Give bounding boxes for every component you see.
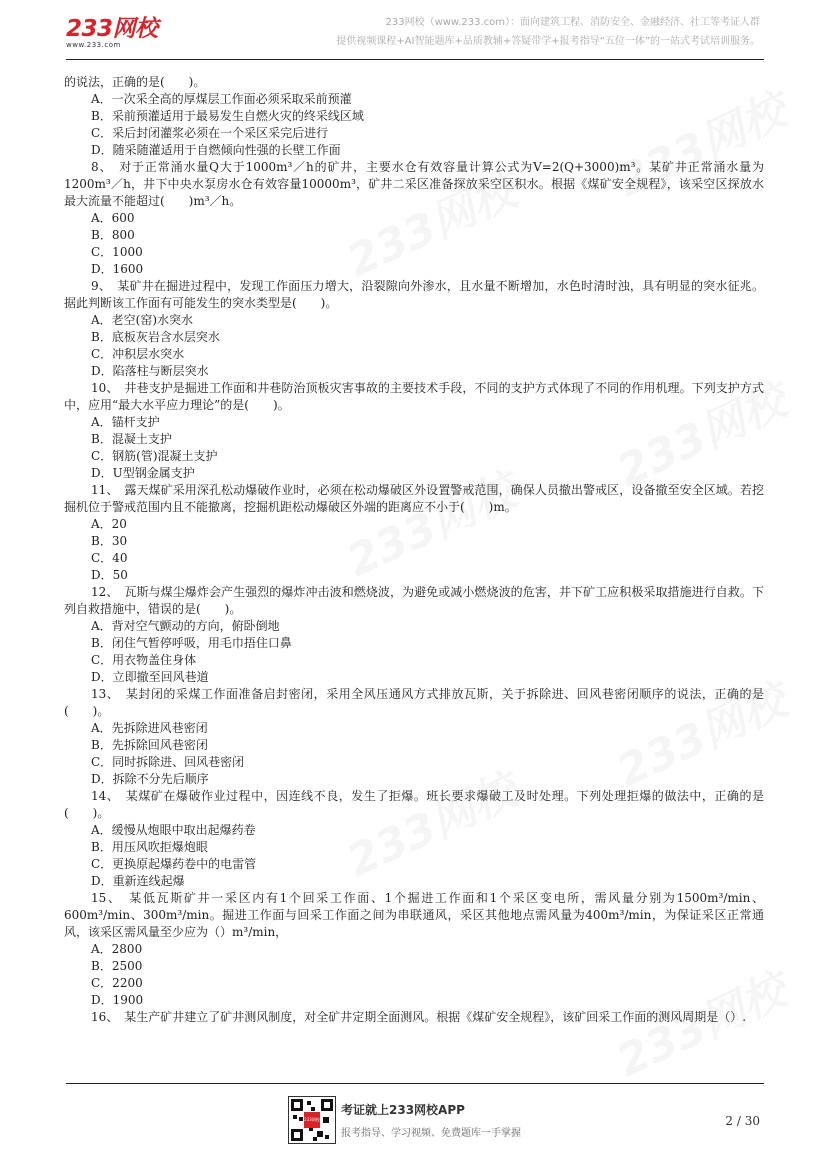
logo-text: 233网校 [66,16,158,42]
page-number: 2 / 30 [725,1114,760,1128]
answer-option: D．陷落柱与断层突水 [91,364,209,378]
answer-option: B．用压风吹拒爆炮眼 [91,840,208,854]
answer-option: A．背对空气颤动的方向，俯卧倒地 [91,619,280,633]
qr-module [293,1115,297,1119]
question-text: 16、 某生产矿井建立了矿井测风制度，对全矿井定期全面测风。根据《煤矿安全规程》，该矿回采工作面的测风周期是（）. [91,1010,747,1024]
answer-option: B．30 [91,534,128,548]
qr-module [291,1099,303,1111]
answer-option: D．50 [91,568,128,582]
answer-option: A．一次采全高的厚煤层工作面必须采取采前预灌 [91,92,352,106]
question-text: 13、 某封闭的采煤工作面准备启封密闭，采用全风压通风方式排放瓦斯，关于拆除进、回风巷密闭顺序的说法，正确的是( )。 [64,687,764,718]
answer-option: C．采后封闭灌浆必须在一个采区采完后进行 [91,126,329,140]
app-qr-code[interactable] [288,1096,336,1144]
qr-module [325,1135,329,1139]
qr-module [313,1137,317,1141]
answer-option: A．老空(窑)水突水 [91,313,194,327]
question-text: 11、 露天煤矿采用深孔松动爆破作业时，必须在松动爆破区外设置警戒范围，确保人员撤出警戒区，设备撤至安全区域。若挖掘机位于警戒范围内且不能撤离，挖掘机距松动爆破区外端的距离应不小于( )m。 [64,483,764,514]
qr-module [321,1099,333,1111]
answer-option: A．缓慢从炮眼中取出起爆药卷 [91,823,256,837]
answer-option: B．底板灰岩含水层突水 [91,330,220,344]
answer-option: C．同时拆除进、回风巷密闭 [91,755,245,769]
answer-option: A．锚杆支护 [91,415,160,429]
answer-option: B．800 [91,228,135,242]
qr-center-logo: 233网校 [304,1112,320,1128]
footer-subtitle: 报考指导、学习视频、免费题库一手掌握 [341,1128,521,1139]
qr-module [307,1101,311,1105]
answer-option: C．冲积层水突水 [91,347,185,361]
qr-module [291,1129,303,1141]
qr-module [311,1107,315,1111]
answer-option: C．钢筋(管)混凝土支护 [91,449,218,463]
answer-option: A．20 [91,517,127,531]
answer-option: C．2200 [91,976,143,990]
answer-option: C．40 [91,551,128,565]
header-line-1: 233网校（www.233.com）：面向建筑工程、消防安全、金融经济、社工等考证人群 [385,17,760,28]
answer-option: D．U型钢金属支护 [91,466,195,480]
answer-option: D．拆除不分先后顺序 [91,772,209,786]
header-slogan [336,13,760,51]
footer-title: 考证就上233网校APP [341,1103,465,1117]
answer-option: C．更换原起爆药卷中的电雷管 [91,857,257,871]
question-text: 9、 某矿井在掘进过程中，发现工作面压力增大，沿裂隙向外渗水，且水量不断增加，水色时清时浊，具有明显的突水征兆。据此判断该工作面有可能发生的突水类型是( )。 [64,279,764,310]
qr-module [317,1131,323,1137]
qr-module [299,1117,303,1121]
answer-option: A．600 [91,211,135,225]
answer-option: C．用衣物盖住身体 [91,653,197,667]
answer-option: A．2800 [91,942,143,956]
question-text: 12、 瓦斯与煤尘爆炸会产生强烈的爆炸冲击波和燃烧波，为避免或减小燃烧波的危害，井下矿工应积极采取措施进行自救。下列自救措施中，错误的是( )。 [64,585,764,616]
answer-option: D．1900 [91,993,144,1007]
answer-option: B．先拆除回风巷密闭 [91,738,208,752]
answer-option: D．随采随灌适用于自燃倾向性强的长壁工作面 [91,143,341,157]
answer-option: B．采前预灌适用于最易发生自燃火灾的终采线区域 [91,109,364,123]
brand-logo[interactable] [66,10,158,49]
answer-option: B．闭住气暂停呼吸，用毛巾捂住口鼻 [91,636,292,650]
text-line: 的说法，正确的是( )。 [64,75,206,89]
answer-option: D．1600 [91,262,144,276]
document-body [64,74,764,1026]
answer-option: A．先拆除进风巷密闭 [91,721,208,735]
answer-option: B．混凝土支护 [91,432,172,446]
answer-option: D．重新连线起爆 [91,874,185,888]
page-header [0,0,830,62]
header-line-2: 提供视频课程+AI智能题库+品质教辅+答疑带学+报考指导“五位一体”的一站式考试培训服务。 [336,36,760,47]
footer-divider [66,1083,764,1084]
question-text: 8、 对于正常涌水量Q大于1000m³／h的矿井，主要水仓有效容量计算公式为V=2(Q+3000)m³。某矿井正常涌水量为1200m³／h，井下中央水泵房水仓有效容量10000m³，矿井二采区准备探放采空区积水。根据《煤矿安全规程》，该采空区探放水最大流量不能超过( )m³／h。 [64,160,764,208]
qr-module [323,1117,329,1123]
answer-option: D．立即撤至回风巷道 [91,670,209,684]
answer-option: C．1000 [91,245,143,259]
question-text: 15、 某低瓦斯矿井一采区内有1个回采工作面、1个掘进工作面和1个采区变电所，需风量分别为1500m³/min、600m³/min、300m³/min。掘进工作面与回采工作面之间为串联通风，采区其他地点需风量为400m³/min，为保证采区正常通风，该采区需风量至少应为（）m³/min， [64,891,764,939]
answer-option: B．2500 [91,959,143,973]
logo-url: www.233.com [66,41,121,49]
header-divider [66,59,764,60]
question-text: 14、 某煤矿在爆破作业过程中，因连线不良，发生了拒爆。班长要求爆破工及时处理。下列处理拒爆的做法中，正确的是( )。 [64,789,764,820]
question-text: 10、 井巷支护是掘进工作面和井巷防治顶板灾害事故的主要技术手段，不同的支护方式体现了不同的作用机理。下列支护方式中，应用“最大水平应力理论”的是( )。 [64,381,764,412]
footer-promo [341,1101,521,1139]
